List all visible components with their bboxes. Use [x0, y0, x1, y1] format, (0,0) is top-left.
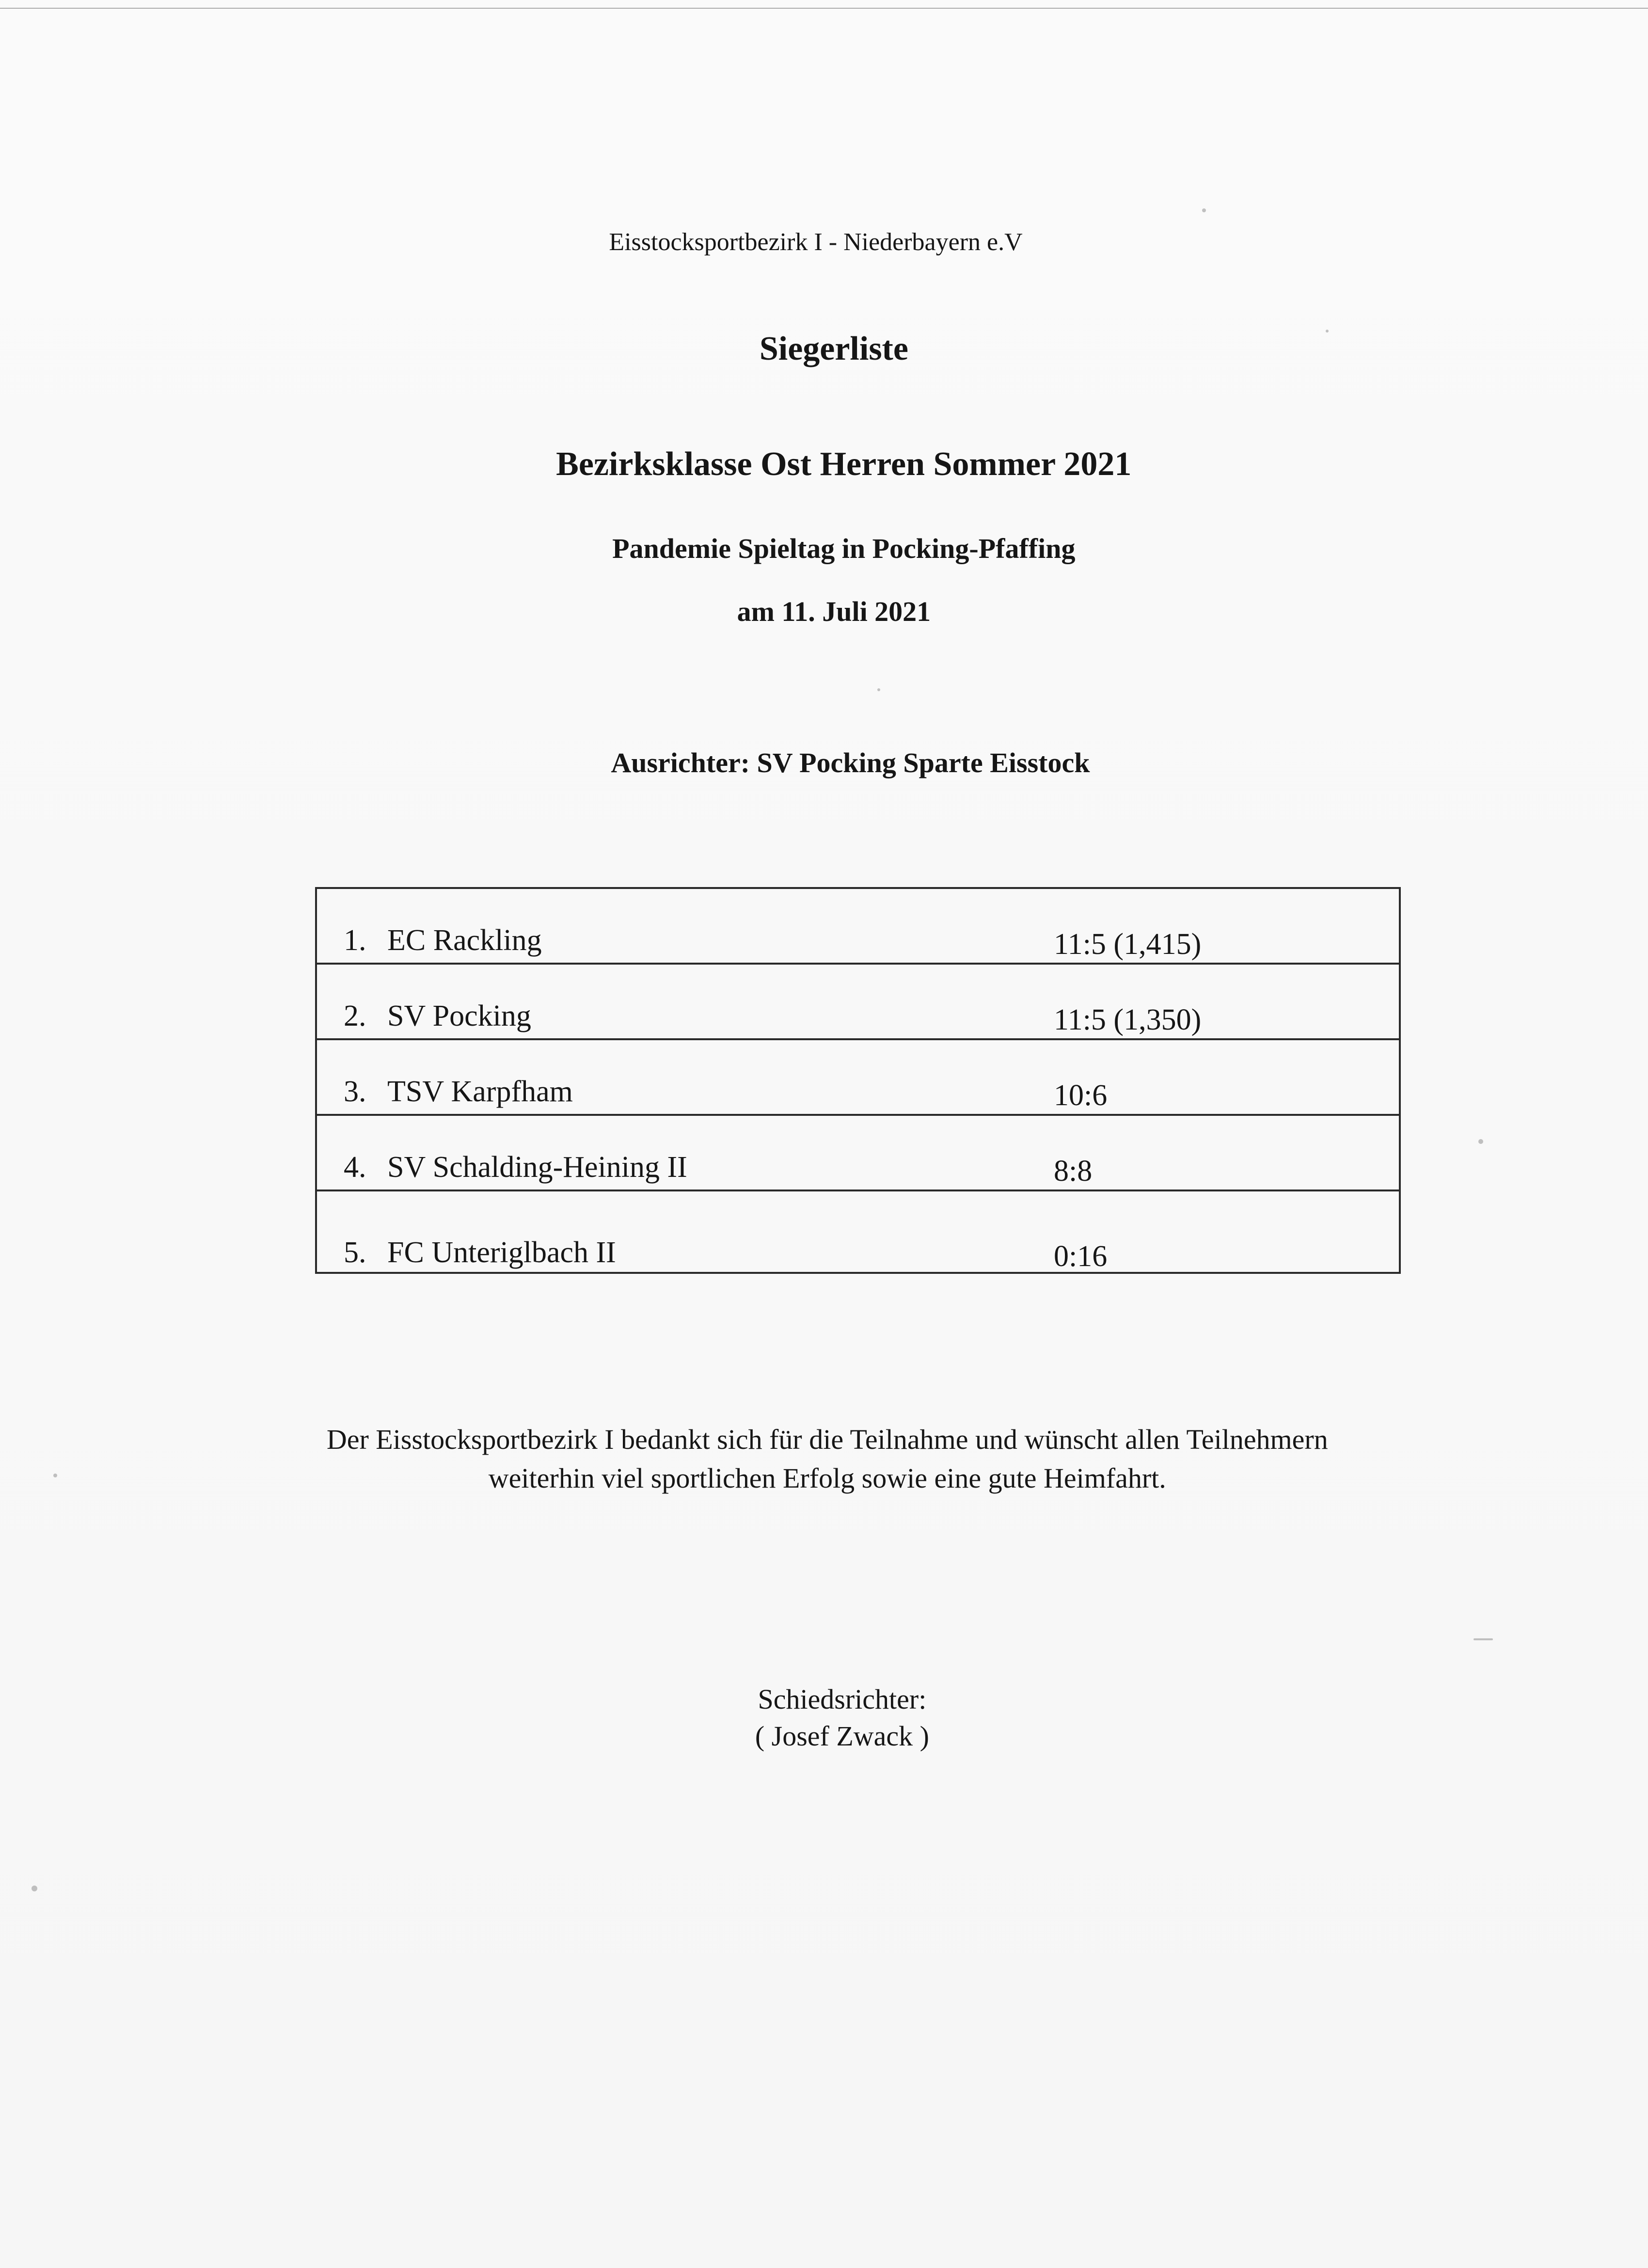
- team-name: EC Rackling: [387, 924, 542, 957]
- rank-label: 3.: [344, 1075, 366, 1108]
- referee-name: ( Josef Zwack ): [755, 1720, 929, 1752]
- scan-speck: [1326, 330, 1329, 333]
- team-cell: [344, 1150, 687, 1185]
- rank-label: 1.: [344, 924, 366, 957]
- score-cell: 11:5 (1,415): [1054, 928, 1202, 961]
- score-cell: 0:16: [1054, 1240, 1108, 1273]
- team-cell: [344, 923, 542, 958]
- rank-label: 4.: [344, 1151, 366, 1184]
- score-cell: 8:8: [1054, 1155, 1093, 1188]
- score-cell: 11:5 (1,350): [1054, 1003, 1202, 1036]
- rank-label: 5.: [344, 1236, 366, 1269]
- team-cell: [344, 1236, 616, 1270]
- table-row: [317, 1191, 1399, 1272]
- scan-speck: [1474, 1638, 1493, 1640]
- page-title: Siegerliste: [759, 330, 908, 367]
- thanks-line-2: weiterhin viel sportlichen Erfolg sowie eine gute Heimfahrt.: [488, 1462, 1166, 1494]
- results-table: [315, 887, 1401, 1274]
- thank-you-message: [3, 1420, 1648, 1498]
- team-name: SV Schalding-Heining II: [387, 1151, 687, 1184]
- scan-speck: [53, 1474, 57, 1477]
- scan-speck: [1202, 208, 1206, 212]
- table-row: [317, 965, 1399, 1040]
- team-name: TSV Karpfham: [387, 1075, 573, 1108]
- scan-speck: [877, 688, 880, 691]
- team-name: FC Unteriglbach II: [387, 1236, 616, 1269]
- event-date: am 11. Juli 2021: [737, 596, 931, 627]
- thanks-line-1: Der Eisstocksportbezirk I bedankt sich für die Teilnahme und wünscht allen Teilnehmern: [326, 1424, 1328, 1455]
- table-row: [317, 1116, 1399, 1191]
- rank-label: 2.: [344, 999, 366, 1032]
- table-row: [317, 1040, 1399, 1116]
- score-cell: 10:6: [1054, 1079, 1108, 1112]
- scan-edge-line: [0, 8, 1648, 9]
- team-cell: [344, 1075, 573, 1109]
- organizer-line: Ausrichter: SV Pocking Sparte Eisstock: [611, 747, 1090, 778]
- referee-label: Schiedsrichter:: [758, 1683, 927, 1715]
- referee-block: [18, 1681, 1648, 1755]
- team-name: SV Pocking: [387, 999, 531, 1032]
- organization-header: Eisstocksportbezirk I - Niederbayern e.V: [609, 228, 1023, 256]
- scan-speck: [32, 1886, 37, 1891]
- competition-title: Bezirksklasse Ost Herren Sommer 2021: [556, 445, 1132, 483]
- table-row: [317, 889, 1399, 965]
- scan-speck: [1478, 1139, 1483, 1144]
- event-description: Pandemie Spieltag in Pocking-Pfaffing: [612, 533, 1076, 564]
- team-cell: [344, 999, 531, 1033]
